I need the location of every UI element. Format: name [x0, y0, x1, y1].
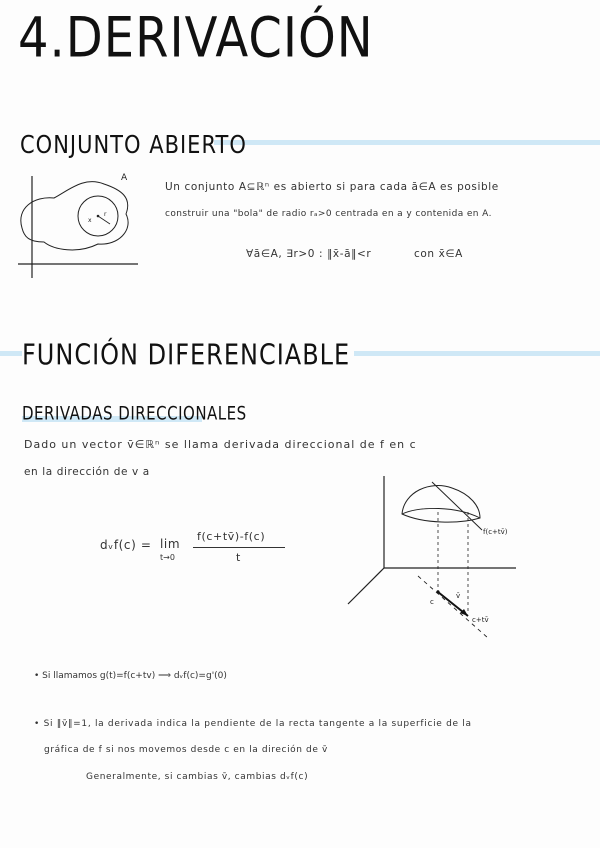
bullet-g-of-t: • Si llamamos g(t)=f(c+tv) ⟹ dᵥf(c)=g'(0)	[34, 671, 227, 681]
graph-label-c: c	[430, 598, 434, 606]
open-set-definition-line1: Un conjunto A⊆ℝⁿ es abierto si para cada ā∈A es posible	[165, 181, 499, 193]
diagram-point-label: x	[88, 217, 92, 224]
formula-lim-sub: t→0	[160, 553, 175, 562]
section-heading-funcion-diferenciable: FUNCIÓN DIFERENCIABLE	[22, 338, 354, 372]
graph-label-fc: f(c+tv̄)	[483, 528, 508, 536]
formula-lhs: dᵥf(c) =	[100, 538, 152, 552]
graph-label-ctv: c+tv̄	[472, 616, 489, 624]
bullet-unit-vector-line3: Generalmente, si cambias v̄, cambias dᵥf(c)	[86, 772, 309, 782]
diagram-set-label: A	[121, 173, 128, 183]
directional-derivative-graph	[340, 470, 530, 640]
directional-definition-line2: en la dirección de v a	[24, 466, 150, 478]
formula-lim: lim	[160, 537, 181, 551]
bullet-unit-vector-line2: gráfica de f si nos movemos desde c en la direción de v̄	[44, 745, 328, 755]
bullet-unit-vector-line1: • Si ‖v̄‖=1, la derivada indica la pendiente de la recta tangente a la superficie de la	[34, 719, 472, 729]
formula-denominator: t	[236, 551, 241, 564]
formula-numerator: f(c+tv̄)-f(c)	[197, 530, 266, 543]
heading-highlight	[214, 140, 600, 145]
section-heading-conjunto-abierto: CONJUNTO ABIERTO	[20, 130, 247, 159]
open-set-formula: ∀ā∈A, ∃r>0 : ‖x̄-ā‖<r	[246, 248, 372, 260]
open-set-formula-note: con x̄∈A	[414, 248, 463, 260]
page-title: 4.DERIVACIÓN	[18, 6, 374, 71]
open-set-diagram	[14, 168, 144, 280]
graph-label-v: v̄	[456, 592, 461, 600]
diagram-radius-label: r	[104, 211, 107, 218]
open-set-definition-line2: construir una "bola" de radio rₐ>0 centrada en a y contenida en A.	[165, 209, 492, 219]
fraction-line	[193, 547, 285, 548]
subheading-derivadas-direccionales: DERIVADAS DIRECCIONALES	[22, 402, 247, 425]
directional-definition-line1: Dado un vector v̄∈ℝⁿ se llama derivada direccional de f en c	[24, 438, 417, 451]
